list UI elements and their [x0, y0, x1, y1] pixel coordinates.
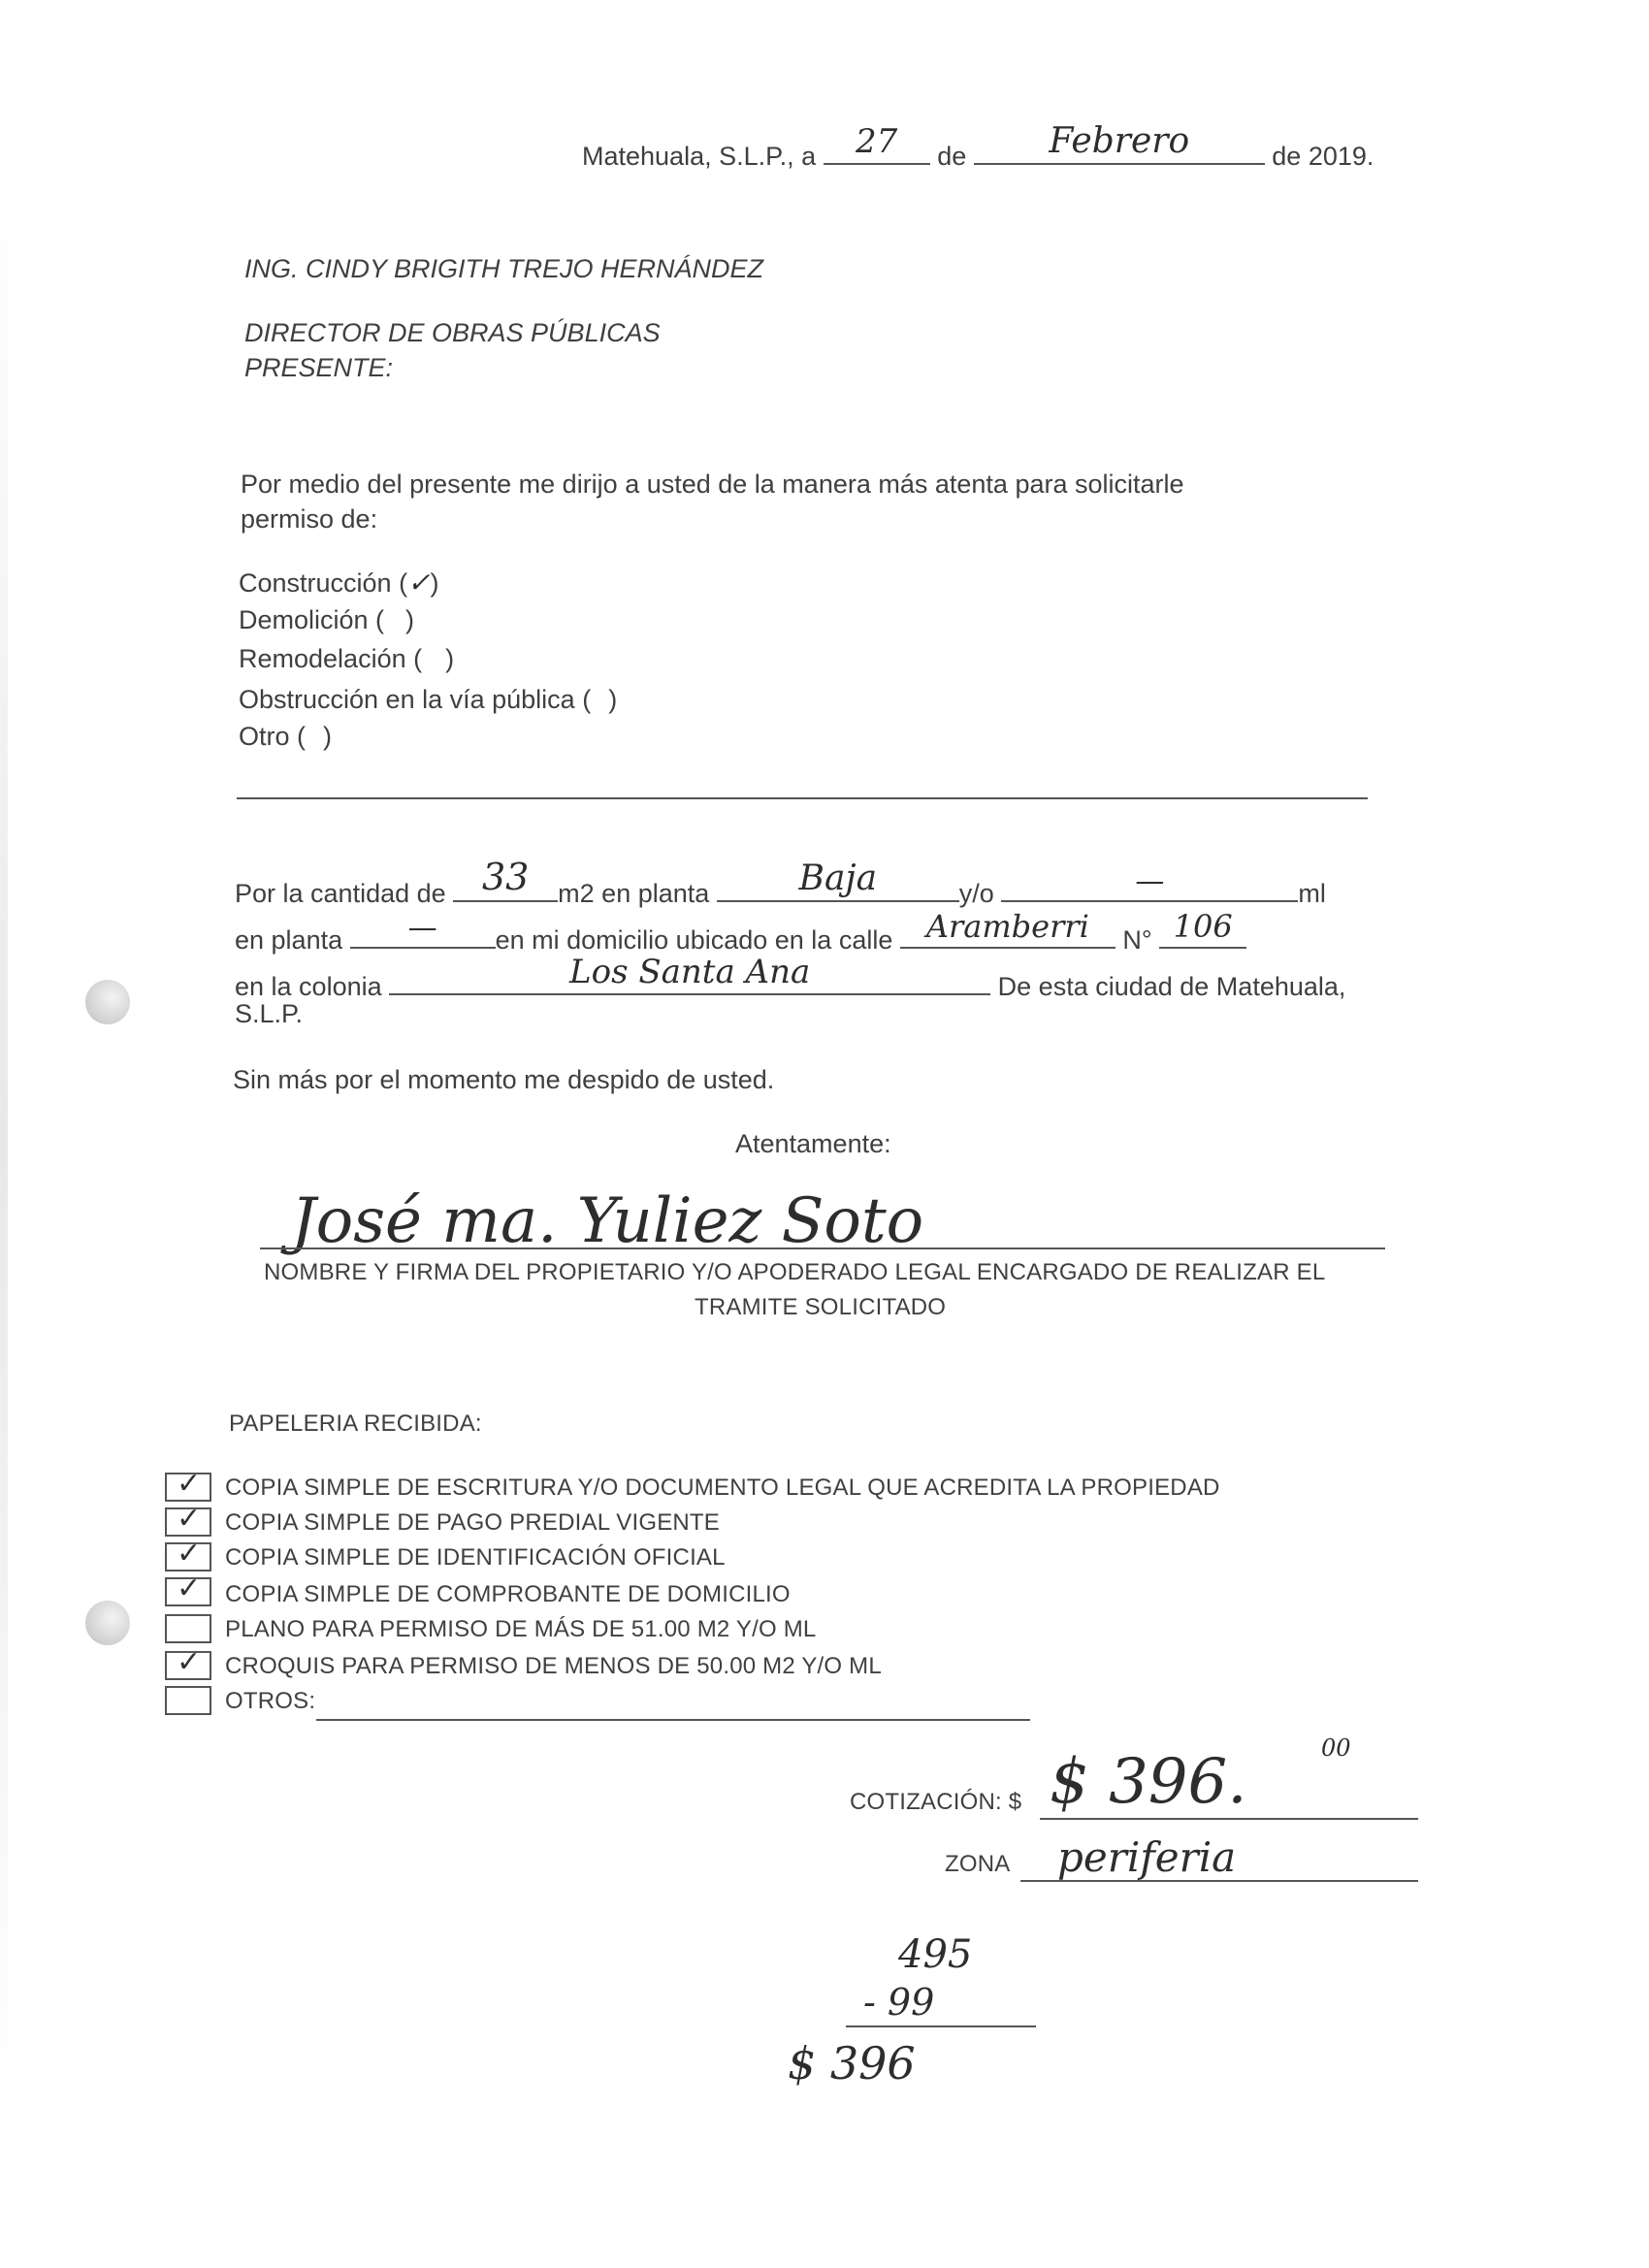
- details-line-3: en la colonia Los Santa Ana De esta ciudad de Matehuala,: [235, 953, 1346, 1001]
- checkmark-icon: ✓: [177, 1571, 202, 1605]
- qty-field: [453, 856, 558, 902]
- permit-option-construccion: Construcción (✓): [239, 567, 439, 599]
- signature-line: [260, 1247, 1385, 1249]
- colonia-value: Los Santa Ana: [569, 953, 811, 991]
- cotizacion-cents: 00: [1321, 1734, 1351, 1762]
- permit-option-remodelacion: Remodelación ( ): [239, 644, 455, 673]
- permit-option-otro: Otro ( ): [239, 722, 333, 751]
- checkmark-icon: ✓: [177, 1537, 202, 1571]
- checkmark-icon: ✓: [177, 1502, 202, 1536]
- checkbox[interactable]: [165, 1502, 211, 1537]
- date-day-field: [824, 122, 930, 165]
- ml-value: —: [1135, 864, 1165, 898]
- signature-caption-1: NOMBRE Y FIRMA DEL PROPIETARIO Y/O APODERADO LEGAL ENCARGADO DE REALIZAR EL: [264, 1259, 1326, 1285]
- cotizacion-label: COTIZACIÓN: $: [850, 1789, 1022, 1815]
- punch-hole-bottom: [85, 1601, 130, 1645]
- permit-option-obstruccion: Obstrucción en la vía pública ( ): [239, 685, 618, 714]
- papeleria-item-label: CROQUIS PARA PERMISO DE MENOS DE 50.00 M2 Y/O ML: [225, 1653, 882, 1679]
- papeleria-item-label: COPIA SIMPLE DE IDENTIFICACIÓN OFICIAL: [225, 1544, 726, 1571]
- details-line-4: S.L.P.: [235, 999, 304, 1028]
- checkbox[interactable]: [165, 1614, 211, 1643]
- planta2-value: —: [407, 911, 437, 945]
- calc-a: 495: [898, 1932, 973, 1977]
- details-line-2: en planta — en mi domicilio ubicado en la calle Aramberri N° 106: [235, 914, 1246, 956]
- date-de: de: [937, 142, 967, 171]
- date-line: [582, 121, 1374, 172]
- calc-result: $ 396: [788, 2037, 916, 2090]
- papeleria-title: PAPELERIA RECIBIDA:: [229, 1410, 482, 1437]
- checkbox[interactable]: [165, 1686, 211, 1715]
- colonia-field: [389, 953, 990, 995]
- papeleria-item-label: COPIA SIMPLE DE PAGO PREDIAL VIGENTE: [225, 1509, 721, 1536]
- planta2-field: [350, 911, 496, 949]
- intro-line-2: permiso de:: [241, 504, 378, 534]
- cotizacion-line: [1040, 1818, 1418, 1820]
- date-place: Matehuala, S.L.P., a: [582, 142, 817, 171]
- checkbox[interactable]: [165, 1467, 211, 1502]
- qty-value: 33: [481, 856, 530, 898]
- zona-line: [1020, 1880, 1418, 1882]
- zona-label: ZONA: [945, 1851, 1011, 1877]
- permit-option-demolicion: Demolición ( ): [239, 605, 415, 634]
- papeleria-item-label: PLANO PARA PERMISO DE MÁS DE 51.00 M2 Y/O ML: [225, 1616, 817, 1642]
- details-line-1: Por la cantidad de 33 m2 en planta Baja y/o — ml: [235, 856, 1326, 908]
- papeleria-item-label: COPIA SIMPLE DE ESCRITURA Y/O DOCUMENTO LEGAL QUE ACREDITA LA PROPIEDAD: [225, 1474, 1220, 1501]
- atentamente: Atentamente:: [735, 1129, 891, 1158]
- numero-value: 106: [1173, 908, 1233, 945]
- construccion-checkmark: ✓: [407, 567, 431, 599]
- recipient-name: ING. CINDY BRIGITH TREJO HERNÁNDEZ: [244, 254, 764, 283]
- otros-blank-line: [316, 1719, 1030, 1721]
- scan-edge-shadow: [0, 175, 8, 2115]
- recipient-presente: PRESENTE:: [244, 353, 394, 382]
- checkbox[interactable]: [165, 1537, 211, 1571]
- calc-line: [846, 2025, 1036, 2027]
- planta-value: Baja: [798, 859, 878, 898]
- papeleria-item-label: OTROS:: [225, 1688, 316, 1714]
- zona-value: periferia: [1057, 1833, 1237, 1881]
- date-day: 27: [856, 122, 898, 161]
- ml-field: [1001, 864, 1298, 902]
- papeleria-item-label: COPIA SIMPLE DE COMPROBANTE DE DOMICILIO: [225, 1581, 791, 1607]
- cotizacion-value: $ 396.: [1050, 1746, 1247, 1818]
- calc-b: - 99: [863, 1981, 935, 2024]
- punch-hole-top: [85, 980, 130, 1024]
- intro-line-1: Por medio del presente me dirijo a usted de la manera más atenta para solicitarle: [241, 470, 1184, 499]
- recipient-position: DIRECTOR DE OBRAS PÚBLICAS: [244, 318, 661, 347]
- checkmark-icon: ✓: [177, 1645, 202, 1679]
- date-month: Febrero: [1049, 121, 1190, 161]
- calle-field: [900, 908, 1116, 949]
- otro-blank-line: [237, 797, 1368, 799]
- date-year: de 2019.: [1272, 142, 1374, 171]
- date-month-field: [974, 121, 1265, 165]
- signature-caption-2: TRAMITE SOLICITADO: [695, 1294, 947, 1320]
- numero-field: [1159, 908, 1246, 949]
- checkmark-icon: ✓: [177, 1467, 202, 1501]
- despedida: Sin más por el momento me despido de usted.: [233, 1065, 775, 1094]
- calle-value: Aramberri: [925, 908, 1089, 945]
- checkbox[interactable]: [165, 1645, 211, 1680]
- signature: José ma. Yuliez Soto: [291, 1185, 924, 1257]
- planta-field: [717, 859, 959, 902]
- checkbox[interactable]: [165, 1571, 211, 1606]
